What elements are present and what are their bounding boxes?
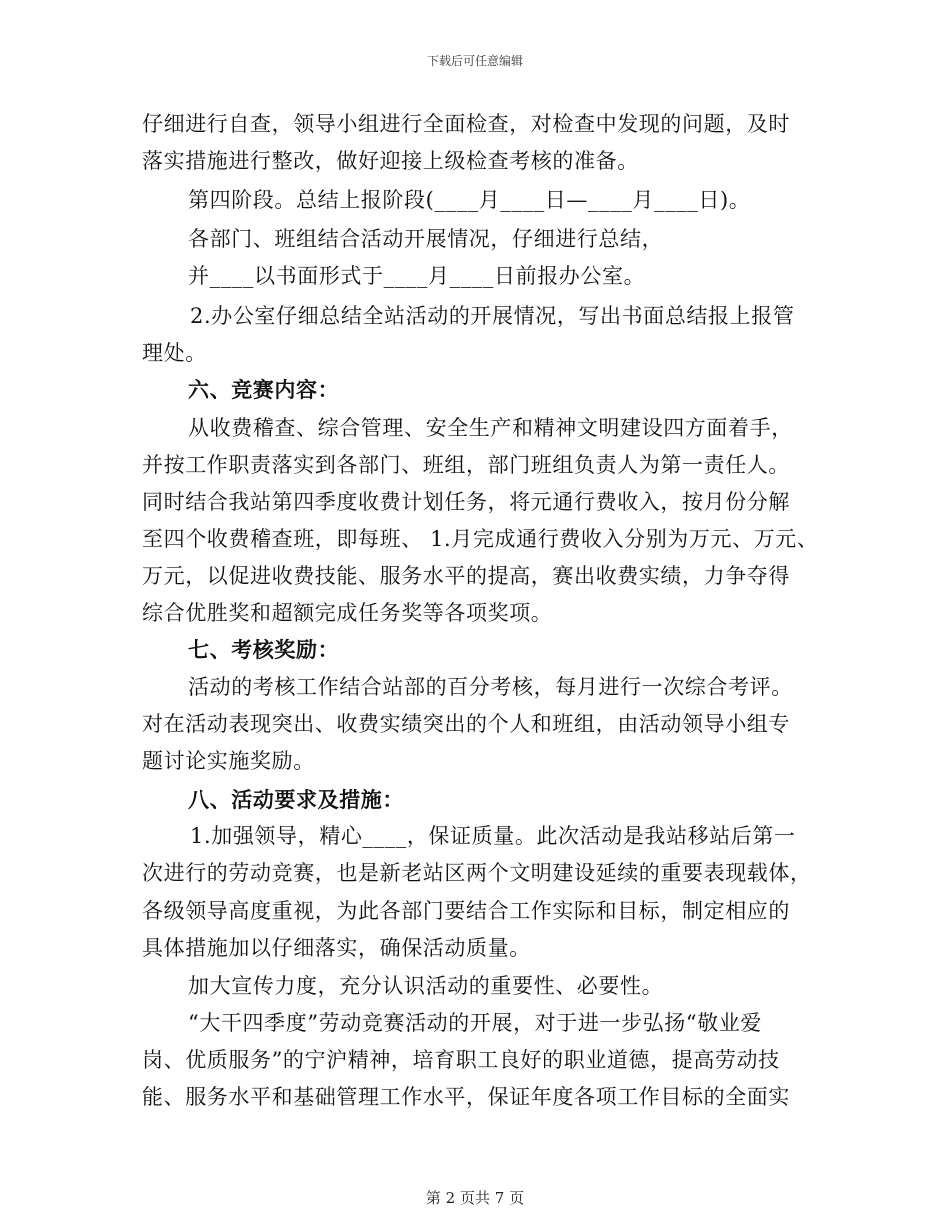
body-line: 能、服务水平和基础管理工作水平，保证年度各项工作目标的全面实 [142, 1085, 790, 1109]
body-line: 综合优胜奖和超额完成任务奖等各项奖项。 [142, 601, 553, 625]
body-line: 仔细进行自查，领导小组进行全面检查，对检查中发现的问题，及时 [142, 112, 790, 136]
body-line: “大干四季度”劳动竞赛活动的开展，对于进一步弘扬“敬业爱 [188, 1011, 763, 1035]
body-line: 岗、优质服务”的宁沪精神，培育职工良好的职业道德，提高劳动技 [142, 1048, 780, 1072]
body-line: 具体措施加以仔细落实，确保活动质量。 [142, 936, 531, 960]
section-heading: 八、活动要求及措施： [188, 788, 404, 812]
body-line: 1.加强领导，精心____，保证质量。此次活动是我站移站后第一 [190, 824, 796, 848]
body-line: 各部门、班组结合活动开展情况，仔细进行总结， [188, 227, 664, 251]
body-line: 题讨论实施奖励。 [142, 749, 315, 773]
body-line: 至四个收费稽查班，即每班、 1.月完成通行费收入分别为万元、万元、 [142, 527, 819, 551]
body-line: 从收费稽查、综合管理、安全生产和精神文明建设四方面着手， [188, 416, 793, 440]
body-line: 对在活动表现突出、收费实绩突出的个人和班组，由活动领导小组专 [142, 712, 790, 736]
body-line: 活动的考核工作结合站部的百分考核，每月进行一次综合考评。 [188, 675, 793, 699]
body-line: 2.办公室仔细总结全站活动的开展情况，写出书面总结报上报管 [190, 304, 795, 328]
body-line: 理处。 [142, 341, 207, 365]
body-line: 并____以书面形式于____月____日前报办公室。 [188, 264, 646, 288]
body-line: 各级领导高度重视，为此各部门要结合工作实际和目标，制定相应的 [142, 899, 790, 923]
page-header: 下载后可任意编辑 [426, 54, 523, 68]
body-line: 并按工作职责落实到各部门、班组，部门班组负责人为第一责任人。 [142, 453, 790, 477]
section-heading: 七、考核奖励： [188, 638, 340, 662]
body-line: 落实措施进行整改，做好迎接上级检查考核的准备。 [142, 149, 639, 173]
page-footer: 第 2 页共 7 页 [425, 1189, 525, 1207]
body-line: 同时结合我站第四季度收费计划任务，将元通行费收入，按月份分解 [142, 490, 790, 514]
body-line: 万元，以促进收费技能、服务水平的提高，赛出收费实绩，力争夺得 [142, 564, 790, 588]
body-line: 加大宣传力度，充分认识活动的重要性、必要性。 [188, 974, 664, 998]
body-line: 第四阶段。总结上报阶段(____月____日—____月____日)。 [188, 188, 751, 212]
body-line: 次进行的劳动竞赛，也是新老站区两个文明建设延续的重要表现载体， [142, 861, 812, 885]
section-heading: 六、竞赛内容： [188, 378, 340, 402]
